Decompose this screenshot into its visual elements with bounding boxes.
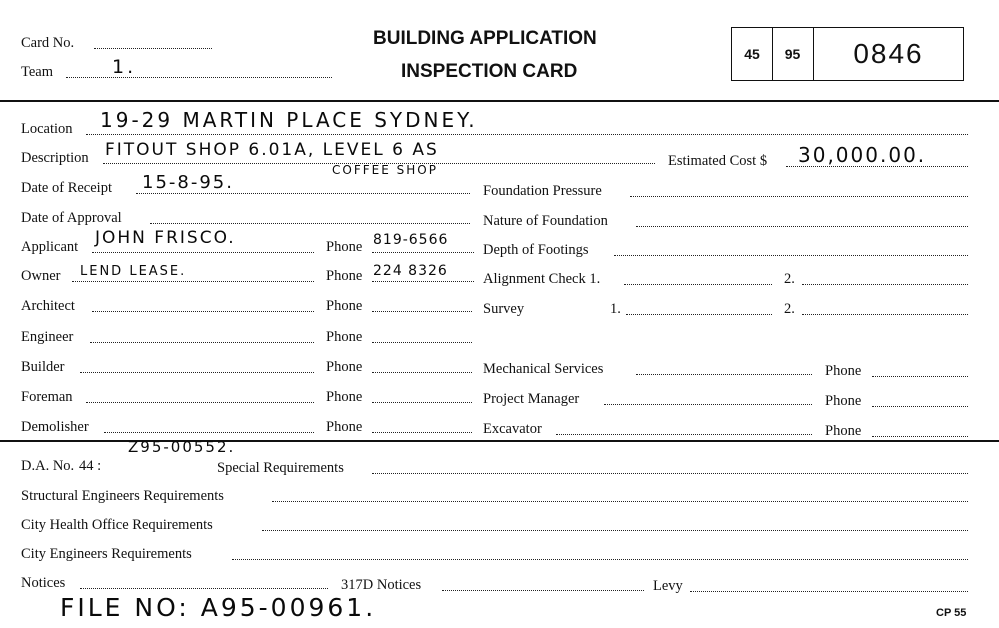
city-engineers-requirements-dotted-line <box>232 559 968 560</box>
demolisher-dotted-line <box>104 432 314 433</box>
excavator-phone-label: Phone <box>825 423 862 439</box>
health-requirements-dotted-line <box>262 530 968 531</box>
architect-phone-dotted-line <box>372 311 472 312</box>
date-receipt-label: Date of Receipt <box>21 180 112 196</box>
health-requirements-label: City Health Office Requirements <box>21 517 213 533</box>
project-manager-dotted-line <box>604 404 812 405</box>
builder-phone-dotted-line <box>372 372 472 373</box>
engineer-dotted-line <box>90 342 314 343</box>
box-b: 95 <box>772 28 814 80</box>
builder-dotted-line <box>80 372 314 373</box>
foreman-phone-label: Phone <box>326 389 363 405</box>
survey-1-label: 1. <box>610 301 621 317</box>
card-no-dotted-line <box>94 48 212 49</box>
alignment-2-label: 2. <box>784 271 795 287</box>
special-requirements-label: Special Requirements <box>217 460 344 476</box>
project-manager-phone-label: Phone <box>825 393 862 409</box>
depth-footings-dotted-line <box>614 255 968 256</box>
file-number-value: FILE NO: A95-00961. <box>60 593 377 622</box>
team-value: 1. <box>112 56 137 78</box>
demolisher-phone-dotted-line <box>372 432 472 433</box>
applicant-dotted-line <box>92 252 314 253</box>
estimated-cost-label: Estimated Cost $ <box>668 153 768 169</box>
date-receipt-dotted-line <box>136 193 470 194</box>
title-line2: INSPECTION CARD <box>401 61 578 82</box>
builder-label: Builder <box>21 359 65 375</box>
foundation-pressure-label: Foundation Pressure <box>483 183 602 199</box>
foreman-dotted-line <box>86 402 314 403</box>
da-number-value: Z95-00552. <box>128 438 236 456</box>
architect-label: Architect <box>21 298 75 314</box>
title-line1: BUILDING APPLICATION <box>373 28 597 49</box>
applicant-value: JOHN FRISCO. <box>95 228 236 248</box>
notices-label: Notices <box>21 575 66 591</box>
architect-phone-label: Phone <box>326 298 363 314</box>
location-label: Location <box>21 121 73 137</box>
city-engineers-requirements-label: City Engineers Requirements <box>21 546 192 562</box>
builder-phone-label: Phone <box>326 359 363 375</box>
team-label: Team <box>21 64 53 80</box>
architect-dotted-line <box>92 311 314 312</box>
nature-foundation-label: Nature of Foundation <box>483 213 608 229</box>
owner-label: Owner <box>21 268 61 284</box>
survey-2-label: 2. <box>784 301 795 317</box>
description-value: FITOUT SHOP 6.01A, LEVEL 6 AS <box>105 140 439 160</box>
date-receipt-value: 15-8-95. <box>142 172 234 193</box>
survey-label: Survey <box>483 301 525 317</box>
alignment-2-dotted-line <box>802 284 968 285</box>
alignment-1-dotted-line <box>624 284 772 285</box>
owner-value: LEND LEASE. <box>80 264 187 279</box>
top-rule <box>0 100 999 102</box>
demolisher-phone-label: Phone <box>326 419 363 435</box>
project-manager-label: Project Manager <box>483 391 580 407</box>
excavator-phone-dotted-line <box>872 436 968 437</box>
card-number: 0846 <box>853 38 924 69</box>
levy-label: Levy <box>653 578 683 594</box>
mech-services-label: Mechanical Services <box>483 361 604 377</box>
estimated-cost-value: 30,000.00. <box>798 143 927 167</box>
date-approval-dotted-line <box>150 223 470 224</box>
mech-services-phone-dotted-line <box>872 376 968 377</box>
location-dotted-line <box>86 134 968 135</box>
survey-2-dotted-line <box>802 314 968 315</box>
applicant-phone-value: 819-6566 <box>373 232 449 248</box>
date-approval-label: Date of Approval <box>21 210 122 226</box>
project-manager-phone-dotted-line <box>872 406 968 407</box>
structural-requirements-dotted-line <box>272 501 968 502</box>
alignment-label: Alignment Check 1. <box>483 271 601 287</box>
notices-317d-dotted-line <box>442 590 644 591</box>
card-no-label: Card No. <box>21 35 75 51</box>
applicant-phone-dotted-line <box>372 252 474 253</box>
notices-dotted-line <box>80 588 328 589</box>
da-number-label: D.A. No. <box>21 458 75 474</box>
applicant-label: Applicant <box>21 239 79 255</box>
survey-1-dotted-line <box>626 314 772 315</box>
applicant-phone-label: Phone <box>326 239 363 255</box>
description-value-line2: COFFEE SHOP <box>332 163 438 177</box>
engineer-phone-dotted-line <box>372 342 472 343</box>
notices-317d-label: 317D Notices <box>341 577 422 593</box>
location-value: 19-29 MARTIN PLACE SYDNEY. <box>100 108 478 132</box>
owner-phone-dotted-line <box>372 281 474 282</box>
card-number-boxes <box>731 27 964 81</box>
mech-services-dotted-line <box>636 374 812 375</box>
excavator-label: Excavator <box>483 421 542 437</box>
owner-dotted-line <box>72 281 314 282</box>
team-dotted-line <box>66 77 332 78</box>
structural-requirements-label: Structural Engineers Requirements <box>21 488 224 504</box>
demolisher-label: Demolisher <box>21 419 89 435</box>
owner-phone-value: 224 8326 <box>373 263 448 279</box>
box-a: 45 <box>732 28 773 80</box>
description-label: Description <box>21 150 89 166</box>
excavator-dotted-line <box>556 434 812 435</box>
foundation-pressure-dotted-line <box>630 196 968 197</box>
nature-foundation-dotted-line <box>636 226 968 227</box>
da-number-prefix: 44 : <box>79 458 102 474</box>
depth-footings-label: Depth of Footings <box>483 242 589 258</box>
special-requirements-dotted-line <box>372 473 968 474</box>
owner-phone-label: Phone <box>326 268 363 284</box>
engineer-phone-label: Phone <box>326 329 363 345</box>
levy-dotted-line <box>690 591 968 592</box>
engineer-label: Engineer <box>21 329 74 345</box>
form-code: CP 55 <box>936 607 967 619</box>
foreman-phone-dotted-line <box>372 402 472 403</box>
mech-services-phone-label: Phone <box>825 363 862 379</box>
foreman-label: Foreman <box>21 389 73 405</box>
